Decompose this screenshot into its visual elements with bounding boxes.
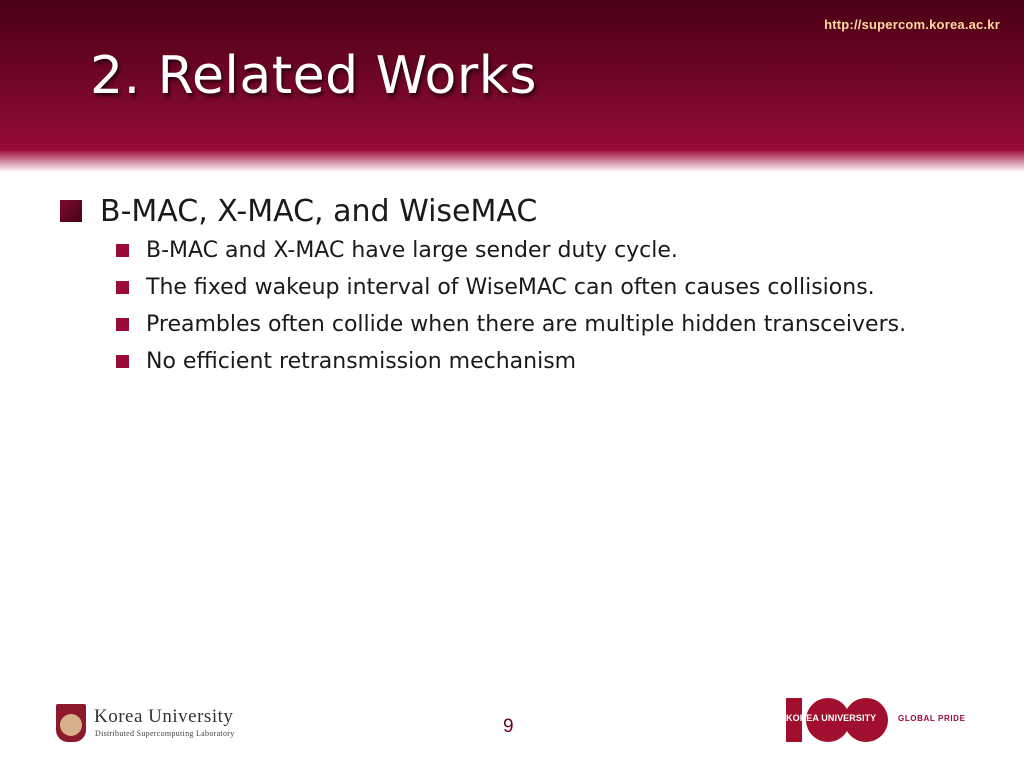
square-bullet-icon bbox=[116, 318, 129, 331]
centennial-logo bbox=[786, 698, 986, 744]
square-bullet-icon bbox=[116, 355, 129, 368]
slide-header bbox=[0, 0, 1024, 172]
list-item bbox=[116, 269, 1000, 306]
slide-content bbox=[60, 190, 1000, 380]
tiger-emblem-icon bbox=[60, 714, 82, 736]
list-item-text: Preambles often collide when there are multiple hidden transceivers. bbox=[146, 312, 907, 337]
list-item bbox=[116, 343, 1000, 380]
header-url: http://supercom.korea.ac.kr bbox=[824, 17, 1000, 32]
ku-logo-subtitle: Distributed Supercomputing Laboratory bbox=[95, 729, 235, 738]
square-bullet-icon bbox=[116, 244, 129, 257]
section-heading: B-MAC, X-MAC, and WiseMAC bbox=[100, 193, 538, 229]
centennial-right-text: GLOBAL PRIDE bbox=[898, 714, 966, 723]
list-item-text: No efficient retransmission mechanism bbox=[146, 349, 577, 374]
page-number: 9 bbox=[503, 716, 514, 737]
list-item bbox=[116, 232, 1000, 269]
header-fade bbox=[0, 150, 1024, 172]
list-item-text: B-MAC and X-MAC have large sender duty cycle. bbox=[146, 238, 678, 263]
list-item-text: The fixed wakeup interval of WiseMAC can often causes collisions. bbox=[146, 275, 875, 300]
centennial-left-text: KOREA UNIVERSITY bbox=[786, 713, 877, 723]
heading-row bbox=[60, 190, 1000, 232]
ku-logo-name: Korea University bbox=[94, 706, 234, 727]
list-item bbox=[116, 306, 1000, 343]
ku-shield-icon bbox=[56, 704, 86, 742]
square-bullet-icon bbox=[116, 281, 129, 294]
slide-title: 2. Related Works bbox=[90, 46, 537, 106]
square-bullet-icon bbox=[60, 200, 82, 222]
korea-university-logo bbox=[56, 704, 296, 744]
